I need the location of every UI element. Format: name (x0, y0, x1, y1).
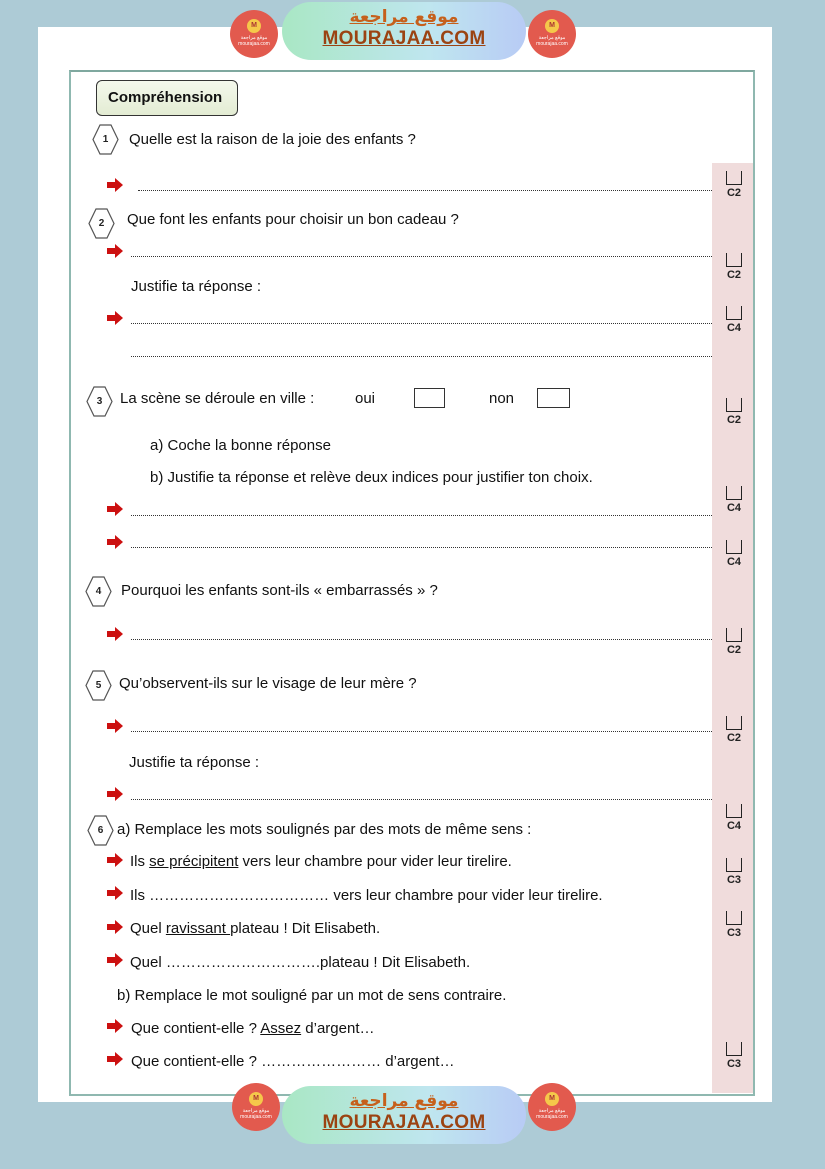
competence-mark: C2 (719, 253, 749, 281)
underlined-word: ravissant (165, 920, 231, 937)
competence-mark: C2 (719, 398, 749, 426)
arrow-icon (107, 1019, 123, 1033)
non-label: non (489, 390, 515, 407)
question-number-icon: 6 (87, 815, 114, 846)
arrow-icon (107, 1052, 123, 1066)
arrow-icon (107, 178, 123, 192)
brand-logo-left-icon: M موقع مراجعة mourajaa.com (232, 1083, 280, 1131)
competence-mark: C4 (719, 540, 749, 568)
sentence-6-fill[interactable]: Que contient-elle ? …………………… d’argent… (131, 1053, 455, 1070)
competence-mark: C4 (719, 486, 749, 514)
arrow-icon (107, 920, 123, 934)
question-3-text: La scène se déroule en ville : (120, 390, 315, 407)
competence-mark: C3 (719, 858, 749, 886)
question-6-part-b: b) Remplace le mot souligné par un mot de sens contraire. (117, 987, 507, 1004)
justify-label: Justifie ta réponse : (129, 754, 260, 771)
banner-site[interactable]: MOURAJAA.COM (322, 28, 486, 49)
question-number-icon: 3 (86, 386, 113, 417)
sentence-1: Ils se précipitent vers leur chambre pour vider leur tirelire. (130, 853, 512, 870)
question-5-text: Qu’observent-ils sur le visage de leur mère ? (119, 675, 417, 692)
question-number-icon: 1 (92, 124, 119, 155)
sentence-5: Que contient-elle ? Assez d’argent… (131, 1020, 375, 1037)
brand-logo-right-icon: M موقع مراجعة mourajaa.com (528, 10, 576, 58)
justify-label: Justifie ta réponse : (131, 278, 262, 295)
answer-line[interactable] (131, 799, 712, 800)
sentence-3: Quel ravissant plateau ! Dit Elisabeth. (130, 920, 381, 937)
arrow-icon (107, 244, 123, 258)
arrow-icon (107, 787, 123, 801)
answer-line[interactable] (131, 731, 712, 732)
answer-line[interactable] (138, 190, 712, 191)
competence-mark: C2 (719, 171, 749, 199)
oui-checkbox[interactable] (414, 388, 445, 408)
question-4-text: Pourquoi les enfants sont-ils « embarrassés » ? (121, 582, 438, 599)
footer-banner[interactable] (282, 1086, 526, 1144)
competence-mark: C3 (719, 1042, 749, 1070)
arrow-icon (107, 886, 123, 900)
arrow-icon (107, 719, 123, 733)
underlined-word: se précipitent (149, 853, 239, 870)
banner-arabic: موقع مراجعة (349, 7, 459, 27)
banner-site[interactable]: MOURAJAA.COM (322, 1112, 486, 1133)
arrow-icon (107, 502, 123, 516)
competence-mark: C2 (719, 716, 749, 744)
competence-mark: C2 (719, 628, 749, 656)
question-6-part-a: a) Remplace les mots soulignés par des mots de même sens : (117, 821, 532, 838)
arrow-icon (107, 535, 123, 549)
arrow-icon (107, 627, 123, 641)
question-3-part-a: a) Coche la bonne réponse (150, 437, 331, 454)
answer-line[interactable] (131, 356, 712, 357)
section-title: Compréhension (96, 80, 238, 116)
answer-line[interactable] (131, 515, 712, 516)
question-number-icon: 5 (85, 670, 112, 701)
arrow-icon (107, 953, 123, 967)
sentence-2-fill[interactable]: Ils ……………………………… vers leur chambre pour vider leur tirelire. (130, 887, 603, 904)
competence-mark: C3 (719, 911, 749, 939)
question-3-part-b: b) Justifie ta réponse et relève deux indices pour justifier ton choix. (150, 469, 593, 486)
brand-logo-right-icon: M موقع مراجعة mourajaa.com (528, 1083, 576, 1131)
competence-mark: C4 (719, 306, 749, 334)
answer-line[interactable] (131, 256, 712, 257)
answer-line[interactable] (131, 639, 712, 640)
banner-arabic: موقع مراجعة (349, 1091, 459, 1111)
question-2-text: Que font les enfants pour choisir un bon cadeau ? (127, 211, 459, 228)
header-banner[interactable] (282, 2, 526, 60)
brand-logo-left-icon: M موقع مراجعة mourajaa.com (230, 10, 278, 58)
sentence-4-fill[interactable]: Quel ………………………….plateau ! Dit Elisabeth. (130, 954, 471, 971)
question-number-icon: 4 (85, 576, 112, 607)
underlined-word: Assez (260, 1020, 302, 1037)
question-1-text: Quelle est la raison de la joie des enfants ? (129, 131, 416, 148)
answer-line[interactable] (131, 547, 712, 548)
arrow-icon (107, 311, 123, 325)
competence-mark: C4 (719, 804, 749, 832)
non-checkbox[interactable] (537, 388, 570, 408)
question-number-icon: 2 (88, 208, 115, 239)
answer-line[interactable] (131, 323, 712, 324)
arrow-icon (107, 853, 123, 867)
oui-label: oui (355, 390, 376, 407)
